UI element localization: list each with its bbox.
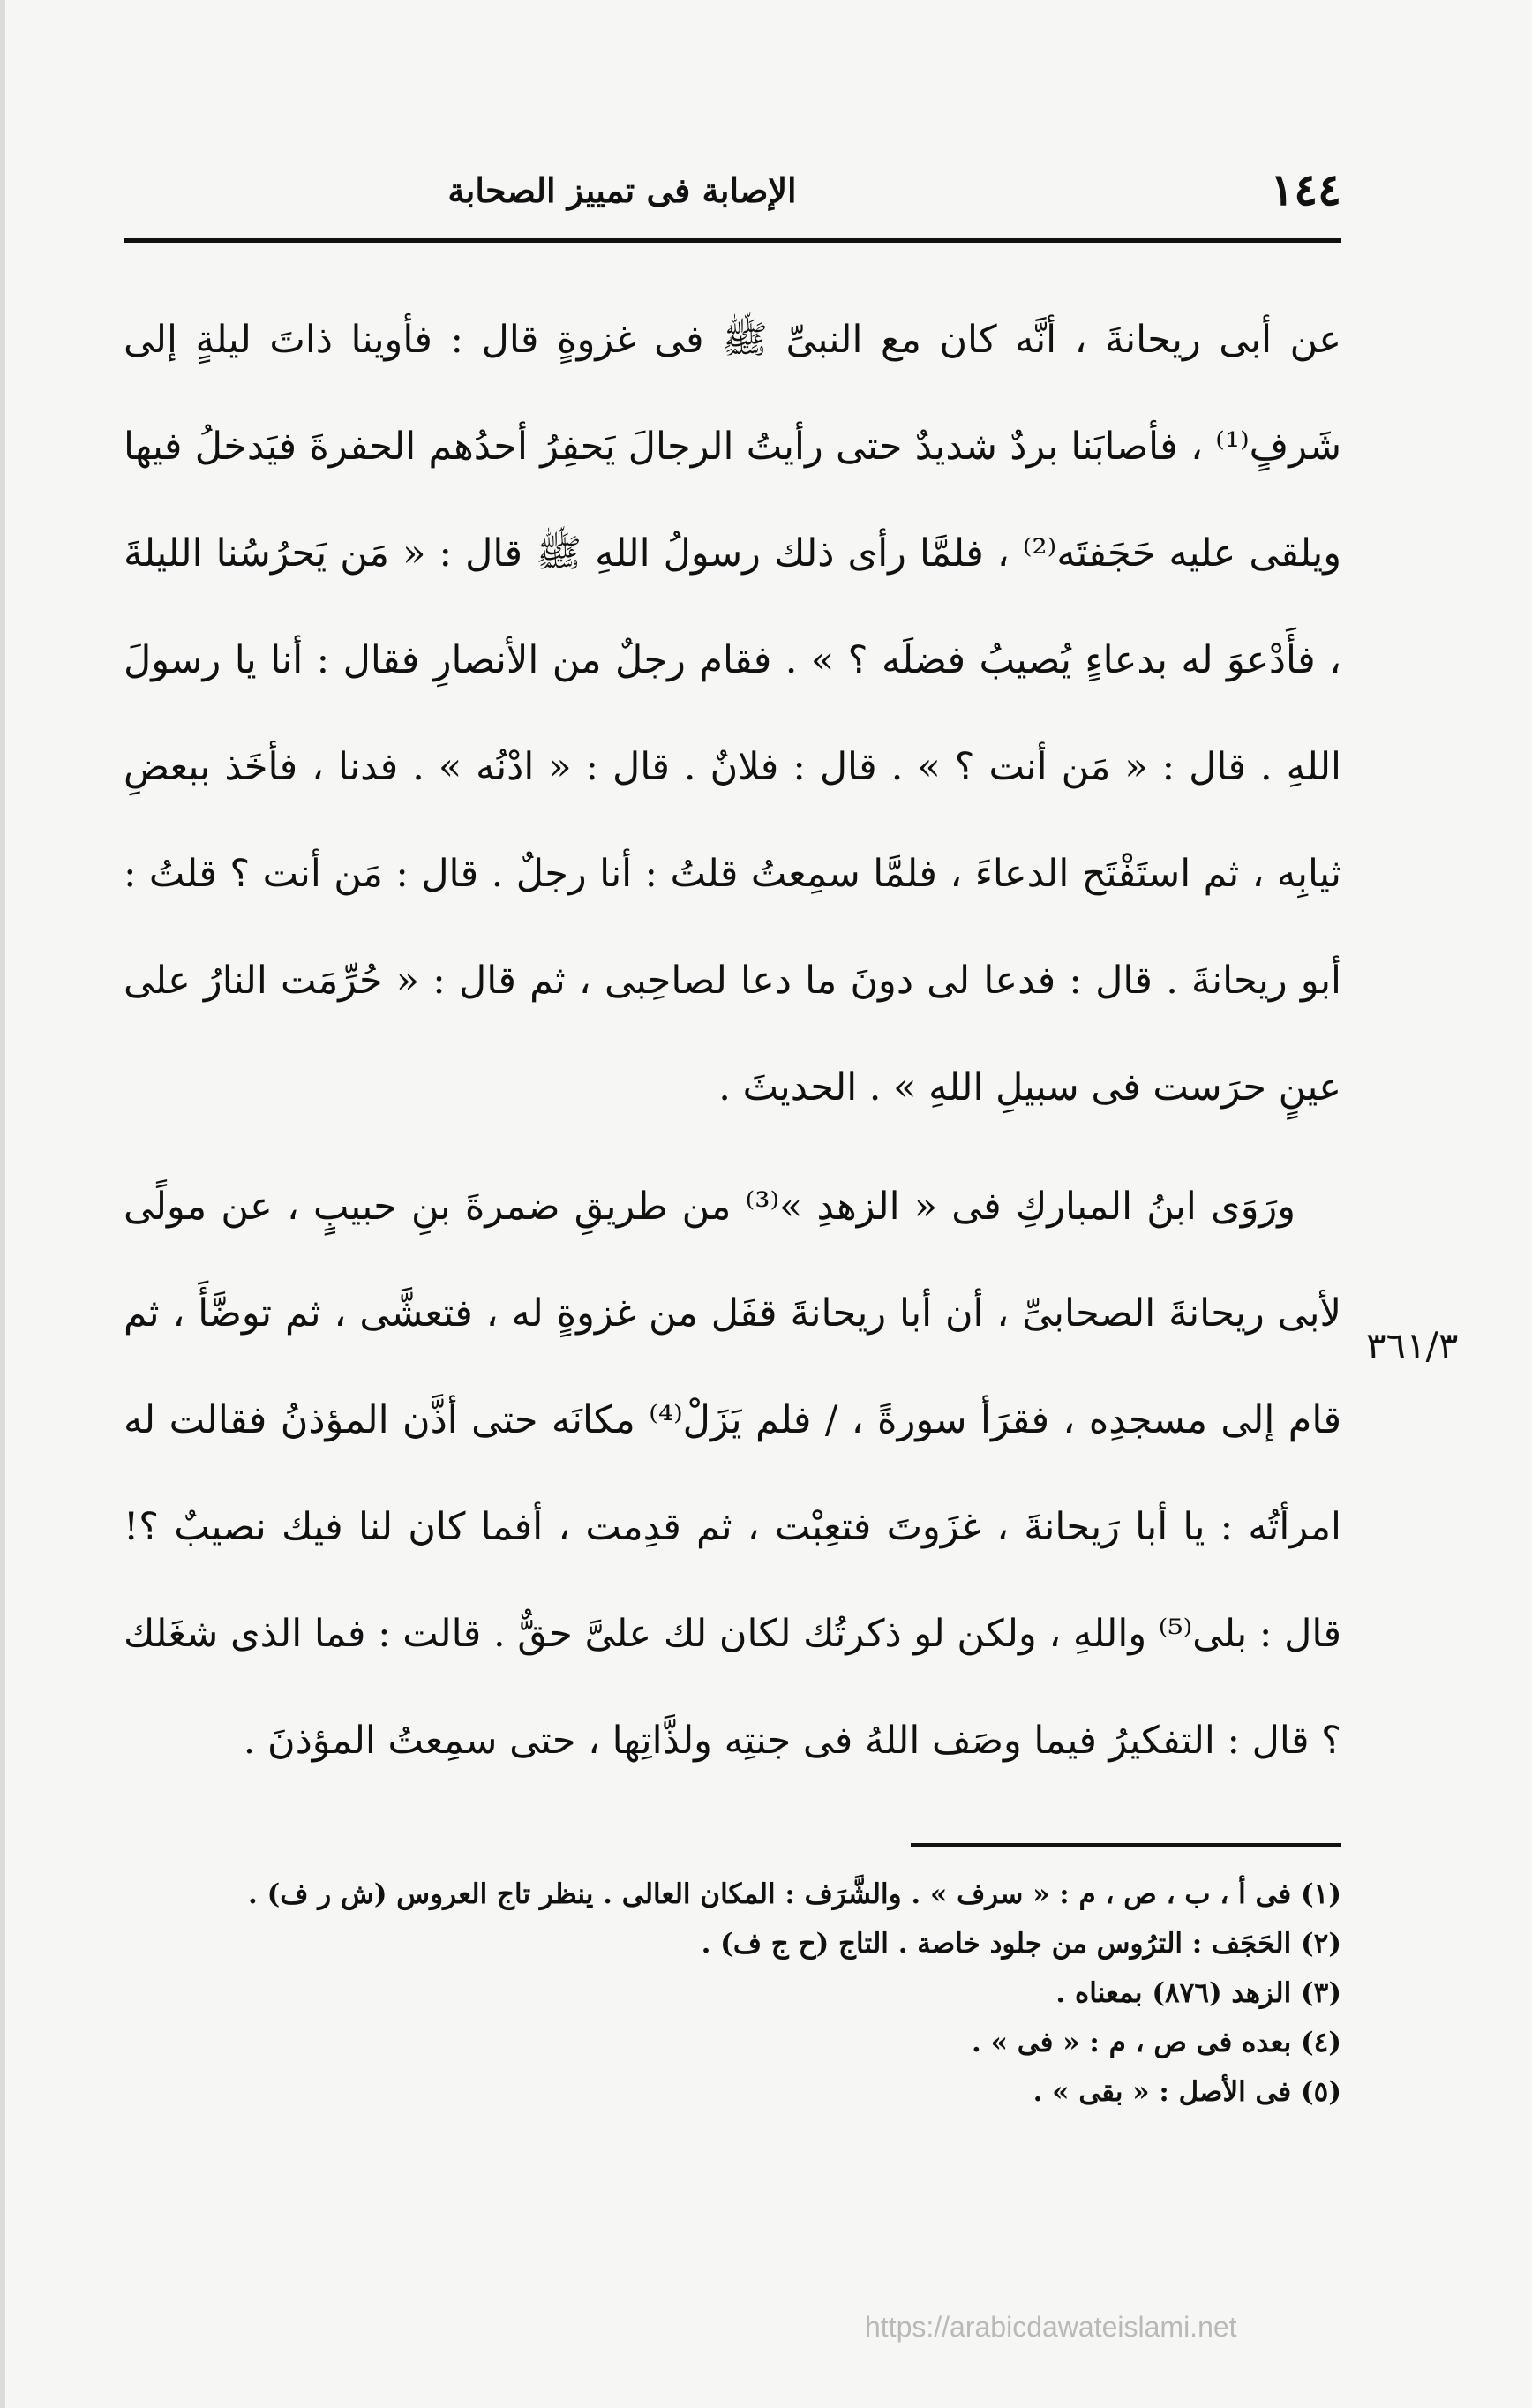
page-header <box>124 163 1341 225</box>
footnote-2: (٢) الحَجَف : الترُوس من جلود خاصة . التاج (ح ج ف) . <box>701 1928 1341 1960</box>
footnote-5: (٥) فى الأصل : « بقى » . <box>1033 2076 1341 2108</box>
paragraph-2: ورَوَى ابنُ المباركِ فى « الزهدِ »⁽³⁾ من طريقِ ضمرةَ بنِ حبيبٍ ، عن مولًى لأبى ريحانةَ الصحابىِّ ، أن أبا ريحانةَ قفَل من غزوةٍ له ، فتعشَّى ، ثم توضَّأَ ، ثم قام إلى مسجدِه ، فقرَأ سورةً ، / فلم يَزَلْ⁽⁴⁾ مكانَه حتى أذَّن المؤذنُ فقالت له امرأتُه : يا أبا رَيحانةَ ، غزَوتَ فتعِبْت ، ثم قدِمت ، أفما كان لنا فيك نصيبٌ ؟! قال : بلى⁽⁵⁾ واللهِ ، ولكن لو ذكرتُك لكان لك علىَّ حقٌّ . قالت : فما الذى شغَلك ؟ قال : التفكيرُ فيما وصَف اللهُ فى جنتِه ولذَّاتِها ، حتى سمِعتُ المؤذنَ . <box>124 1185 1342 1763</box>
running-title: الإصابة فى تمييز الصحابة <box>447 170 797 210</box>
main-text <box>124 287 1341 1795</box>
paragraph-1: عن أبى ريحانةَ ، أنَّه كان مع النبىِّ ﷺ فى غزوةٍ قال : فأوينا ذاتَ ليلةٍ إلى شَرفٍ⁽¹⁾ ، فأصابَنا بردٌ شديدٌ حتى رأيتُ الرجالَ يَحفِرُ أحدُهم الحفرةَ فيَدخلُ فيها ويلقى عليه حَجَفتَه⁽²⁾ ، فلمَّا رأى ذلك رسولُ اللهِ ﷺ قال : « مَن يَحرُسُنا الليلةَ ، فأَدْعوَ له بدعاءٍ يُصيبُ فضلَه ؟ » . فقام رجلٌ من الأنصارِ فقال : أنا يا رسولَ اللهِ . قال : « مَن أنت ؟ » . قال : فلانٌ . قال : « ادْنُه » . فدنا ، فأخَذ ببعضِ ثيابِه ، ثم استَفْتَح الدعاءَ ، فلمَّا سمِعتُ قلتُ : أنا رجلٌ . قال : مَن أنت ؟ قلتُ : أبو ريحانةَ . قال : فدعا لى دونَ ما دعا لصاحِبى ، ثم قال : « حُرِّمَت النارُ على عينٍ حرَست فى سبيلِ اللهِ » . الحديثَ . <box>124 318 1341 1110</box>
paragraph-spacer <box>124 1141 1341 1154</box>
footnote-4: (٤) بعده فى ص ، م : « فى » . <box>972 2027 1341 2058</box>
watermark-url: https://arabicdawateislami.net <box>865 2311 1237 2343</box>
page-edge-shadow <box>0 0 5 2408</box>
footnotes <box>124 1870 1341 2117</box>
page-number: ١٤٤ <box>1270 163 1341 215</box>
footnote-3: (٣) الزهد (٨٧٦) بمعناه . <box>1055 1977 1341 2009</box>
footnote-rule <box>911 1843 1341 1847</box>
margin-volume-page-reference: ٣٦١/٣ <box>1366 1324 1459 1367</box>
footnote-1: (١) فى أ ، ب ، ص ، م : « سرف » . والشَّرَف : المكان العالى . ينظر تاج العروس (ش ر ف) . <box>248 1878 1341 1910</box>
header-rule <box>124 238 1341 243</box>
